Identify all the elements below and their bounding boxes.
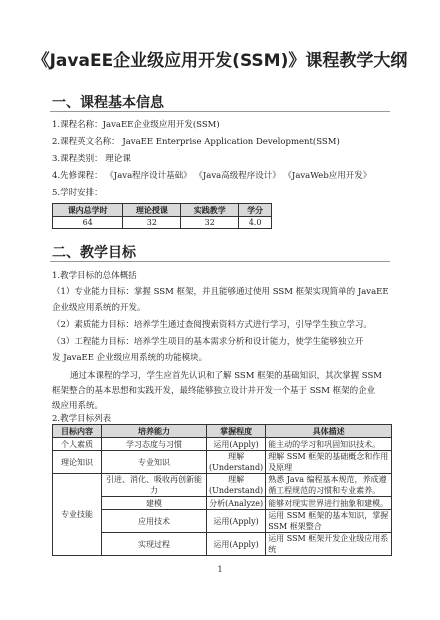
page-number: 1 xyxy=(217,565,223,574)
table-cell: 建模 xyxy=(102,497,207,510)
section-heading-teaching-goals: 二、教学目标 xyxy=(52,245,136,261)
table-cell: 能主动的学习和巩固知识技术。 xyxy=(266,438,392,451)
section-heading-basic-info: 一、课程基本信息 xyxy=(52,95,164,111)
table-cell: 引进、消化、吸收再创新能力 xyxy=(102,474,207,497)
table-cell: 实现过程 xyxy=(102,533,207,556)
table-header: 实践教学 xyxy=(181,204,239,217)
goal-line: （1）专业能力目标：掌握 SSM 框架，并且能够通过使用 SSM 框架实现简单的 JavaEE xyxy=(52,287,389,297)
table-row xyxy=(53,474,392,497)
section-rule xyxy=(50,261,390,262)
goal-line: 企业级应用系统的开发。 xyxy=(52,303,146,313)
summary-line: 级应用系统。 xyxy=(52,401,104,411)
table-cell: 32 xyxy=(181,217,239,229)
table-cell: 能够对现实世界进行抽象和建模。 xyxy=(266,497,392,510)
table-cell: 理解(Understand) xyxy=(207,451,266,474)
table-cell: 运用 SSM 框架开发企业级应用系统 xyxy=(266,533,392,556)
table-cell: 理论知识 xyxy=(53,451,102,474)
table-cell: 32 xyxy=(123,217,181,229)
table-cell: 熟悉 Java 编程基本规范，养成遵循工程规范的习惯和专业素养。 xyxy=(266,474,392,497)
table-row xyxy=(53,497,392,510)
table-header: 课内总学时 xyxy=(53,204,123,217)
info-line: 3.课程类别： 理论课 xyxy=(52,154,131,164)
table-header: 学分 xyxy=(239,204,272,217)
table-cell: 专业技能 xyxy=(53,474,102,556)
table-cell: 运用(Apply) xyxy=(207,533,266,556)
table-row xyxy=(53,510,392,533)
summary-line: 通过本课程的学习，学生应首先认识和了解 SSM 框架的基础知识，其次掌握 SSM xyxy=(70,371,383,381)
table-cell: 64 xyxy=(53,217,123,229)
table-cell: 运用(Apply) xyxy=(207,438,266,451)
table-row xyxy=(53,451,392,474)
list-heading: 2.教学目标列表 xyxy=(52,414,112,424)
table-cell: 个人素质 xyxy=(53,438,102,451)
info-line: 5.学时安排： xyxy=(52,188,103,198)
summary-line: 框架整合的基本思想和实践开发，最终能够独立设计并开发一个基于 SSM 框架的企业 xyxy=(52,386,376,396)
table-cell: 理解 SSM 框架的基础概念和作用及原理 xyxy=(266,451,392,474)
table-header: 目标内容 xyxy=(53,425,102,438)
table-row xyxy=(53,438,392,451)
goals-heading: 1.教学目标的总体概括 xyxy=(52,271,137,281)
table-header: 掌握程度 xyxy=(207,425,266,438)
goal-line: 发 JavaEE 企业级应用系统的功能模块。 xyxy=(52,353,208,363)
hours-table xyxy=(52,203,272,229)
goal-line: （2）素质能力目标：培养学生通过查阅搜索资料方式进行学习，引导学生独立学习。 xyxy=(52,320,372,330)
section-rule xyxy=(50,111,390,112)
info-line: 4.先修课程： 《Java程序设计基础》 《Java高级程序设计》 《JavaWeb应用开发》 xyxy=(52,171,372,181)
table-cell: 分析(Analyze) xyxy=(207,497,266,510)
table-header: 培养能力 xyxy=(102,425,207,438)
table-header: 理论授课 xyxy=(123,204,181,217)
table-cell: 应用技术 xyxy=(102,510,207,533)
goal-line: （3）工程能力目标：培养学生项目的基本需求分析和设计能力，使学生能够独立开 xyxy=(52,337,364,347)
table-cell: 运用(Apply) xyxy=(207,510,266,533)
table-cell: 4.0 xyxy=(239,217,272,229)
info-line: 1.课程名称：JavaEE企业级应用开发(SSM) xyxy=(52,120,220,130)
table-row xyxy=(53,533,392,556)
table-cell: 运用 SSM 框架的基本知识，掌握 SSM 框架整合 xyxy=(266,510,392,533)
goals-table xyxy=(52,424,392,556)
table-cell: 学习态度与习惯 xyxy=(102,438,207,451)
info-line: 2.课程英文名称： JavaEE Enterprise Application Development(SSM) xyxy=(52,137,340,147)
document-title: 《JavaEE企业级应用开发(SSM)》课程教学大纲 xyxy=(32,51,408,71)
table-header: 具体描述 xyxy=(266,425,392,438)
table-cell: 理解(Understand) xyxy=(207,474,266,497)
table-cell: 专业知识 xyxy=(102,451,207,474)
